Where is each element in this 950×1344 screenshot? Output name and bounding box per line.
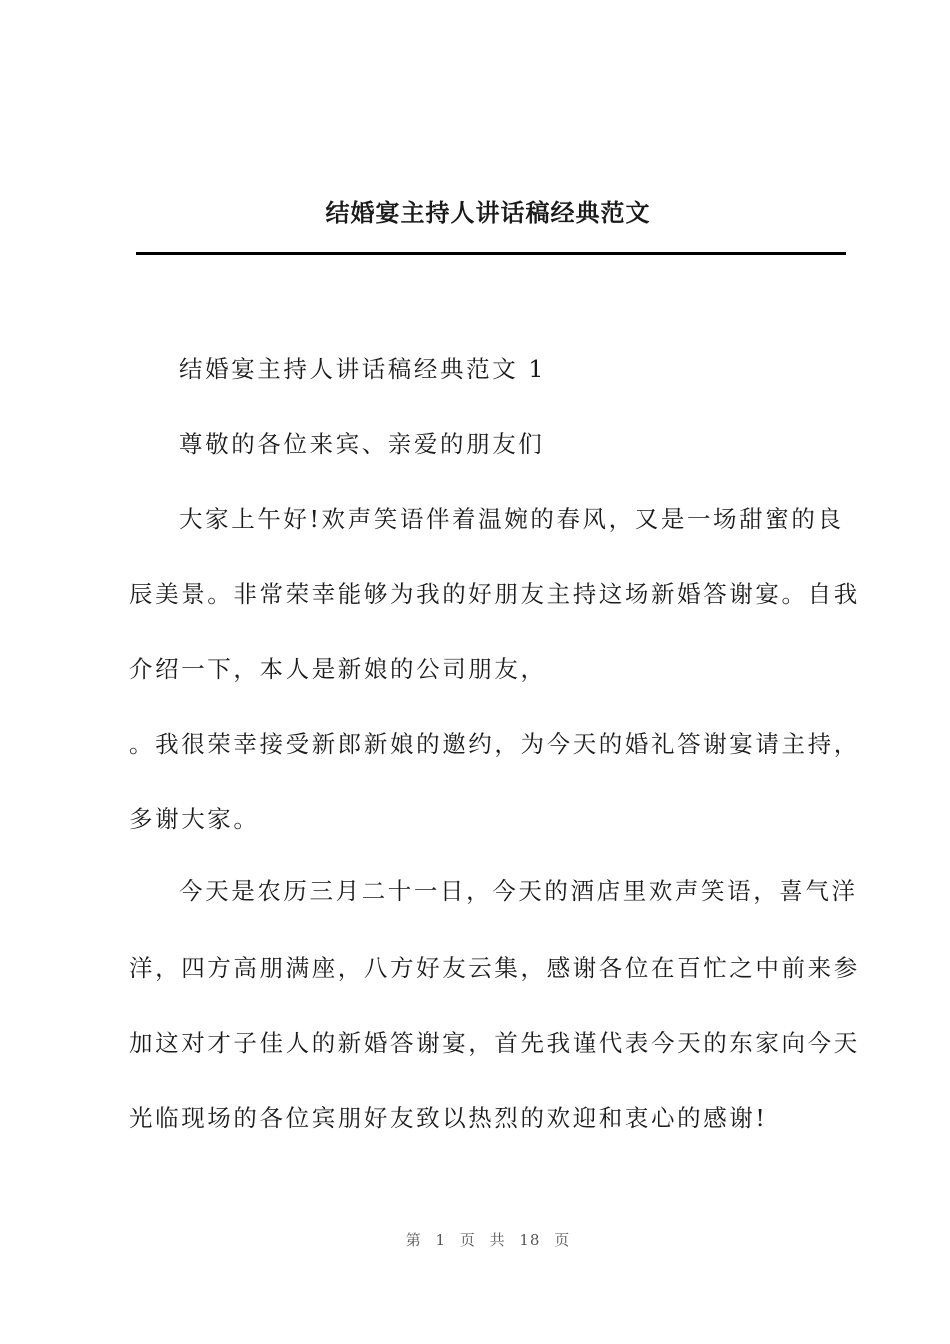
section-heading: 结婚宴主持人讲话稿经典范文 1 <box>179 355 546 383</box>
paragraph-line: 大家上午好!欢声笑语伴着温婉的春风，又是一场甜蜜的良 <box>179 505 844 533</box>
title-underline <box>136 252 846 255</box>
paragraph-line: 光临现场的各位宾朋好友致以热烈的欢迎和衷心的感谢! <box>129 1104 768 1132</box>
document-title: 结婚宴主持人讲话稿经典范文 <box>325 198 651 227</box>
paragraph-line: 辰美景。非常荣幸能够为我的好朋友主持这场新婚答谢宴。自我 <box>129 580 860 608</box>
paragraph-line: 。我很荣幸接受新郎新娘的邀约，为今天的婚礼答谢宴请主持， <box>129 730 860 758</box>
page-number-footer: 第 1 页 共 18 页 <box>405 1231 571 1249</box>
paragraph-line: 多谢大家。 <box>129 805 260 833</box>
salutation: 尊敬的各位来宾、亲爱的朋友们 <box>179 430 545 458</box>
paragraph-line: 今天是农历三月二十一日，今天的酒店里欢声笑语，喜气洋 <box>179 877 858 905</box>
paragraph-line: 介绍一下，本人是新娘的公司朋友， <box>129 655 547 683</box>
paragraph-line: 加这对才子佳人的新婚答谢宴，首先我谨代表今天的东家向今天 <box>129 1029 860 1057</box>
paragraph-line: 洋，四方高朋满座，八方好友云集，感谢各位在百忙之中前来参 <box>129 954 860 982</box>
